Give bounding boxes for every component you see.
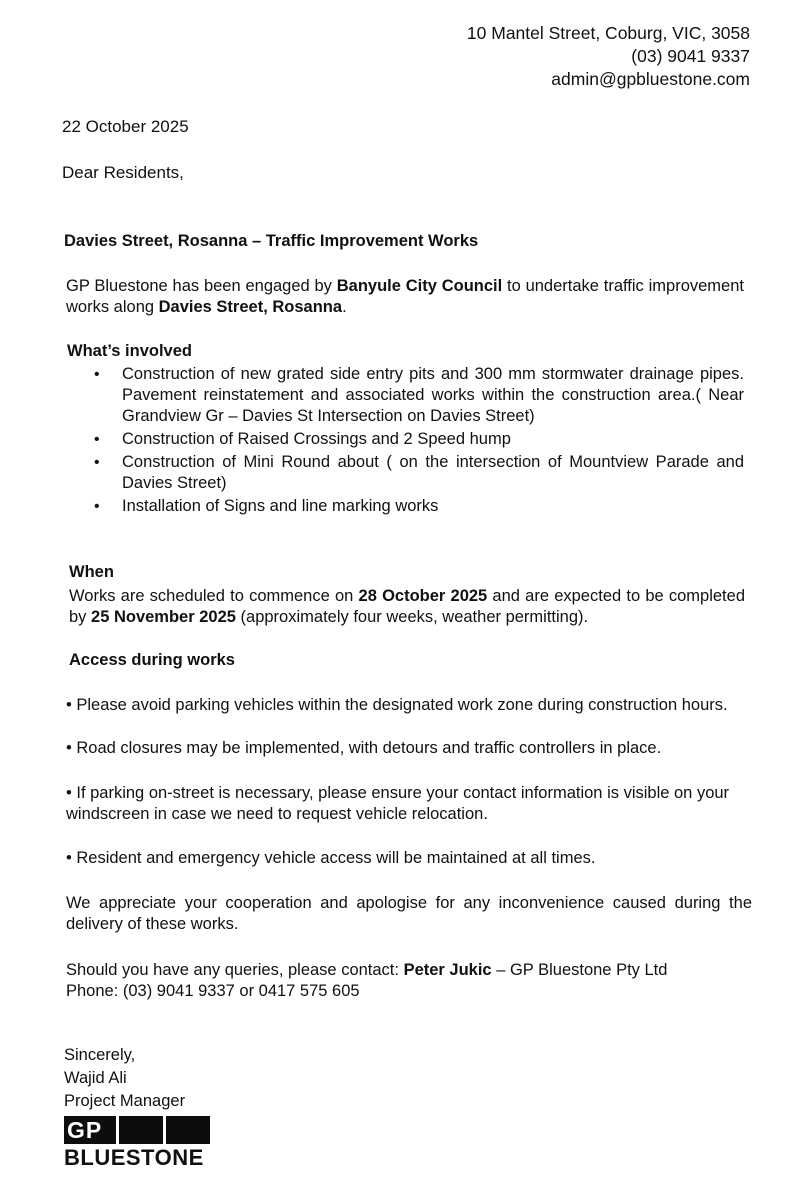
sender-block [467, 22, 750, 91]
signatory-name: Wajid Ali [64, 1069, 127, 1087]
intro-text-3: . [342, 298, 347, 316]
access-heading: Access during works [69, 651, 235, 669]
bullet-dot: • [94, 454, 100, 471]
appreciation-paragraph: We appreciate your cooperation and apologise for any inconvenience caused during the delivery of these works. [66, 894, 752, 933]
contact-line [66, 960, 752, 981]
contact-name: Peter Jukic [403, 961, 492, 979]
list-item-text: Construction of Mini Round about ( on the intersection of Mountview Parade and Davies Street) [122, 453, 744, 492]
end-date: 25 November 2025 [91, 608, 236, 626]
involved-list [92, 364, 744, 519]
signatory-title: Project Manager [64, 1092, 186, 1110]
sender-address: 10 Mantel Street, Coburg, VIC, 3058 [466, 23, 750, 43]
access-item-contact-info: • If parking on-street is necessary, please ensure your contact information is visible on your windscreen in case we need to request vehicle relocation. [66, 784, 730, 823]
letter-date: 22 October 2025 [62, 117, 189, 136]
access-item-resident-access: • Resident and emergency vehicle access will be maintained at all times. [66, 849, 596, 867]
list-item [92, 496, 744, 517]
intro-location: Davies Street, Rosanna [158, 298, 343, 316]
intro-paragraph [66, 276, 744, 318]
logo-wordmark: BLUESTONE [64, 1145, 204, 1170]
subject-line: Davies Street, Rosanna – Traffic Improvement Works [64, 232, 479, 250]
bullet-dot: • [94, 498, 100, 515]
when-paragraph [69, 586, 745, 628]
start-date: 28 October 2025 [358, 587, 488, 605]
bullet-dot: • [94, 431, 100, 448]
logo-gp-box: GP [64, 1116, 116, 1144]
when-heading: When [69, 563, 114, 581]
contact-phone: Phone: (03) 9041 9337 or 0417 575 605 [66, 982, 360, 1000]
closing-block [64, 1044, 185, 1113]
contact-text-1: Should you have any queries, please contact: [66, 961, 404, 979]
when-text-2: and are expected to be completed by [69, 587, 745, 626]
list-item-text: Installation of Signs and line marking works [122, 497, 439, 515]
bullet-dot: • [94, 366, 100, 383]
list-item [92, 429, 744, 450]
signoff: Sincerely, [64, 1046, 136, 1064]
logo-black-box [166, 1116, 210, 1144]
sender-phone: (03) 9041 9337 [631, 46, 750, 66]
contact-paragraph [66, 960, 752, 1002]
when-text-1: Works are scheduled to commence on [69, 587, 359, 605]
access-item-closures: • Road closures may be implemented, with detours and traffic controllers in place. [66, 739, 662, 757]
intro-text-1: GP Bluestone has been engaged by [66, 277, 337, 295]
list-item-text: Construction of new grated side entry pits and 300 mm stormwater drainage pipes. Pavement reinstatement and associated works within the construction area.( Near Grandview Gr – Davies St Intersection on Davies Street) [122, 365, 744, 425]
involved-heading: What’s involved [67, 342, 192, 360]
list-item [92, 452, 744, 494]
access-item-parking: • Please avoid parking vehicles within the designated work zone during construction hours. [66, 696, 728, 714]
contact-company: – GP Bluestone Pty Ltd [491, 961, 668, 979]
intro-council: Banyule City Council [336, 277, 503, 295]
list-item-text: Construction of Raised Crossings and 2 Speed hump [122, 430, 511, 448]
intro-text-2: to undertake traffic improvement works along [66, 277, 744, 316]
salutation: Dear Residents, [62, 163, 184, 182]
logo-black-box [119, 1116, 163, 1144]
when-text-3: (approximately four weeks, weather permitting). [235, 608, 589, 626]
logo-boxes [64, 1116, 214, 1144]
list-item [92, 364, 744, 427]
gp-bluestone-logo [64, 1116, 214, 1172]
sender-email: admin@gpbluestone.com [551, 69, 750, 89]
